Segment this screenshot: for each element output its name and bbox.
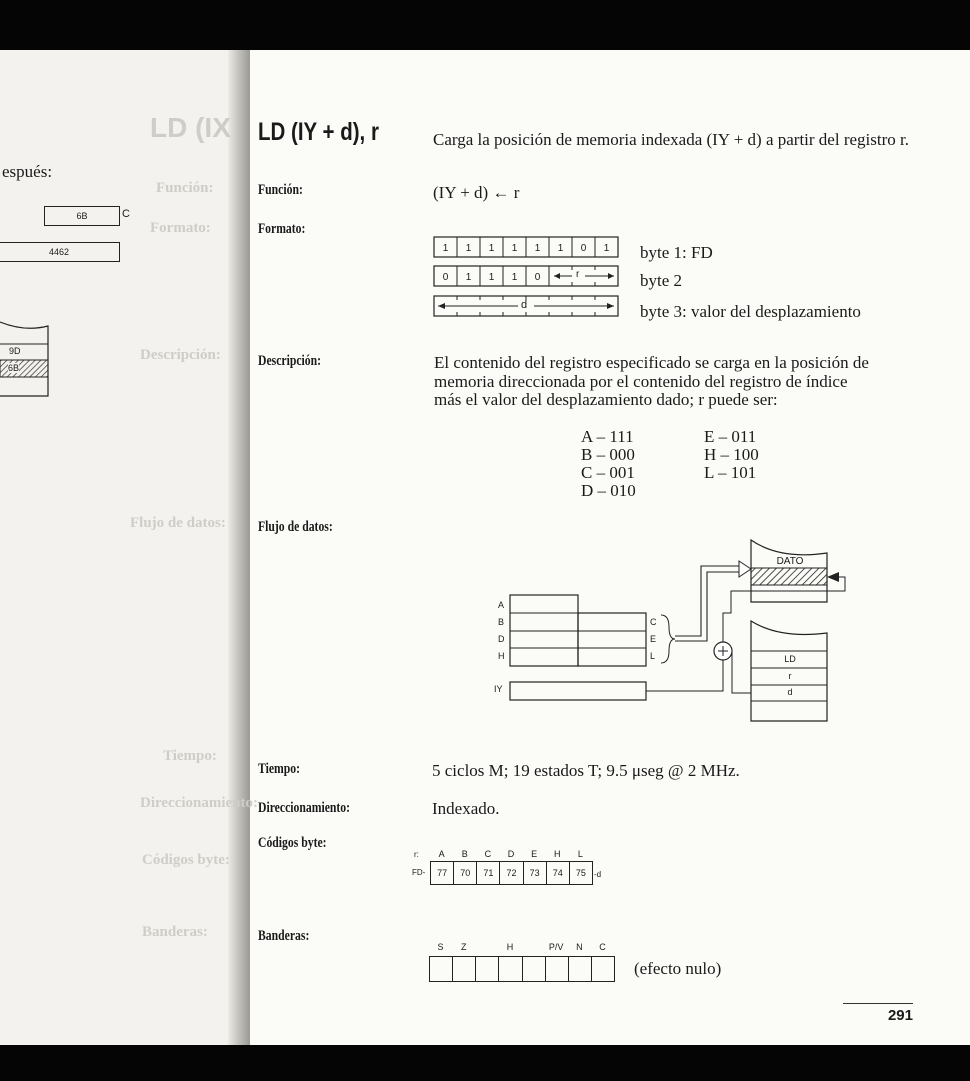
addressing-text: Indexado. <box>432 799 500 818</box>
bytecode-prefix: FD- <box>412 868 426 877</box>
label-format: Formato: <box>258 221 306 237</box>
bytecode-reg: H <box>554 849 561 859</box>
bytecode-cell: 71 <box>477 862 500 884</box>
left-page <box>0 50 248 1045</box>
flag-cell <box>476 957 499 981</box>
flags-register <box>429 956 615 982</box>
flag-cell <box>546 957 569 981</box>
page-gutter <box>228 50 250 1045</box>
ghost-label-function: Función: <box>156 180 214 196</box>
left-reg-c-name: C <box>122 208 130 220</box>
flag-cell <box>453 957 476 981</box>
byte1-bit: 1 <box>557 243 564 254</box>
byte1-bit: 1 <box>511 243 518 254</box>
ghost-title: LD (IX <box>150 112 231 143</box>
code-right-1: E – 011 <box>704 427 757 446</box>
byte1-bit: 1 <box>442 243 449 254</box>
bytecode-suffix: -d <box>594 870 602 879</box>
bytecode-cell: 77 <box>431 862 454 884</box>
reg-l-label: L <box>650 651 656 661</box>
code-right-3: L – 101 <box>704 463 757 482</box>
instruction-title: LD (IY + d), r <box>258 118 379 146</box>
left-reg-c-box: 6B <box>44 206 120 226</box>
flag-cell <box>499 957 522 981</box>
code-right-2: H – 100 <box>704 445 759 464</box>
flag-name <box>522 942 545 952</box>
ghost-label-dataflow: Flujo de datos: <box>130 515 226 531</box>
label-description: Descripción: <box>258 353 322 369</box>
bytecode-cell: 75 <box>575 868 586 878</box>
bytecode-cell: 72 <box>500 862 523 884</box>
label-flags: Banderas: <box>258 928 310 944</box>
bottom-dark-border <box>0 1045 970 1081</box>
bytecode-cell: 70 <box>454 862 477 884</box>
label-bytecodes: Códigos byte: <box>258 835 327 851</box>
mem-cell-ld: LD <box>784 654 796 664</box>
flags-note: (efecto nulo) <box>634 959 722 978</box>
byte1-bit: 1 <box>534 243 541 254</box>
bytecode-row-label: r: <box>414 850 419 859</box>
mem-cell-r: r <box>788 671 792 681</box>
byte2-bit: 1 <box>488 272 495 283</box>
description-line-2: memoria direccionada por el contenido del registro de índice <box>434 372 848 391</box>
label-dataflow: Flujo de datos: <box>258 519 333 535</box>
label-addressing: Direccionamiento: <box>258 800 351 816</box>
left-after-label: espués: <box>2 162 53 181</box>
page-number-rule <box>843 1003 913 1004</box>
flag-cell <box>523 957 546 981</box>
mem-cell-d: d <box>787 687 793 697</box>
reg-c-label: C <box>650 617 657 627</box>
bytecode-reg: E <box>531 849 538 859</box>
bytecode-reg-row <box>430 849 592 859</box>
bytecode-reg: B <box>461 849 468 859</box>
bytecode-cell: 74 <box>547 862 570 884</box>
byte2-bits <box>434 272 549 283</box>
reg-h-label: H <box>498 651 505 661</box>
flag-name: S <box>437 942 444 952</box>
flag-name: P/V <box>548 942 564 952</box>
reg-d-label: D <box>498 634 505 644</box>
byte1-bit: 0 <box>580 243 587 254</box>
timing-text: 5 ciclos M; 19 estados T; 9.5 μseg @ 2 MHz. <box>432 761 740 780</box>
label-function: Función: <box>258 182 303 198</box>
code-left-1: A – 111 <box>581 427 634 446</box>
flag-cell <box>592 957 614 981</box>
flag-name: N <box>576 942 583 952</box>
flag-name: H <box>506 942 514 952</box>
label-timing: Tiempo: <box>258 761 301 777</box>
iy-label: IY <box>494 684 503 694</box>
bytecode-cell: 73 <box>524 862 547 884</box>
left-memory-diagram <box>0 310 60 402</box>
code-left-2: B – 000 <box>581 445 635 464</box>
bytecode-table <box>430 861 593 885</box>
flag-name <box>475 942 498 952</box>
memory-dato-label: DATO <box>776 556 804 567</box>
byte1-label: byte 1: FD <box>640 243 713 262</box>
page-number: 291 <box>887 1007 913 1024</box>
byte1-bit: 1 <box>488 243 495 254</box>
flag-cell <box>430 957 453 981</box>
byte2-bit: 1 <box>465 272 472 283</box>
description-line-3: más el valor del desplazamiento dado; r puede ser: <box>434 390 778 409</box>
bytecode-reg: L <box>577 849 583 859</box>
left-mem-top: 9D <box>9 346 21 356</box>
byte3-field-label: d <box>521 299 528 311</box>
flag-cell <box>569 957 592 981</box>
instruction-summary: Carga la posición de memoria indexada (IY + d) a partir del registro r. <box>433 130 909 149</box>
ghost-label-bytecodes: Códigos byte: <box>142 852 230 868</box>
reg-b-label: B <box>498 617 505 627</box>
ghost-label-flags: Banderas: <box>142 924 208 940</box>
left-pair-box: 4462 <box>0 242 120 262</box>
description-line-1: El contenido del registro especificado se carga en la posición de <box>434 353 869 372</box>
ghost-label-format: Formato: <box>150 220 211 236</box>
reg-e-label: E <box>650 634 657 644</box>
flag-name: Z <box>460 942 467 952</box>
byte2-bit: 0 <box>442 272 449 283</box>
ghost-label-addressing: Direccionamiento: <box>140 795 259 811</box>
byte1-bit: 1 <box>603 243 610 254</box>
byte2-bit: 1 <box>511 272 518 283</box>
top-dark-border <box>0 0 970 50</box>
flag-name: C <box>599 942 606 952</box>
bytecode-reg: C <box>484 849 492 859</box>
byte2-label: byte 2 <box>640 271 683 290</box>
code-left-3: C – 001 <box>581 463 635 482</box>
bytecode-reg: A <box>438 849 445 859</box>
byte1-bit: 1 <box>465 243 472 254</box>
reg-a-label: A <box>498 600 505 610</box>
byte1-bits <box>434 243 618 254</box>
byte2-bit: 0 <box>534 272 541 283</box>
byte2-field-label: r <box>576 269 580 280</box>
ghost-label-timing: Tiempo: <box>163 748 217 764</box>
flag-names <box>429 942 614 952</box>
byte3-label: byte 3: valor del desplazamiento <box>640 302 861 321</box>
ghost-label-description: Descripción: <box>140 347 221 363</box>
left-mem-value: 6B <box>8 363 20 373</box>
bytecode-reg: D <box>507 849 515 859</box>
function-text: (IY + d) ← r <box>433 183 520 202</box>
code-left-4: D – 010 <box>581 481 636 500</box>
